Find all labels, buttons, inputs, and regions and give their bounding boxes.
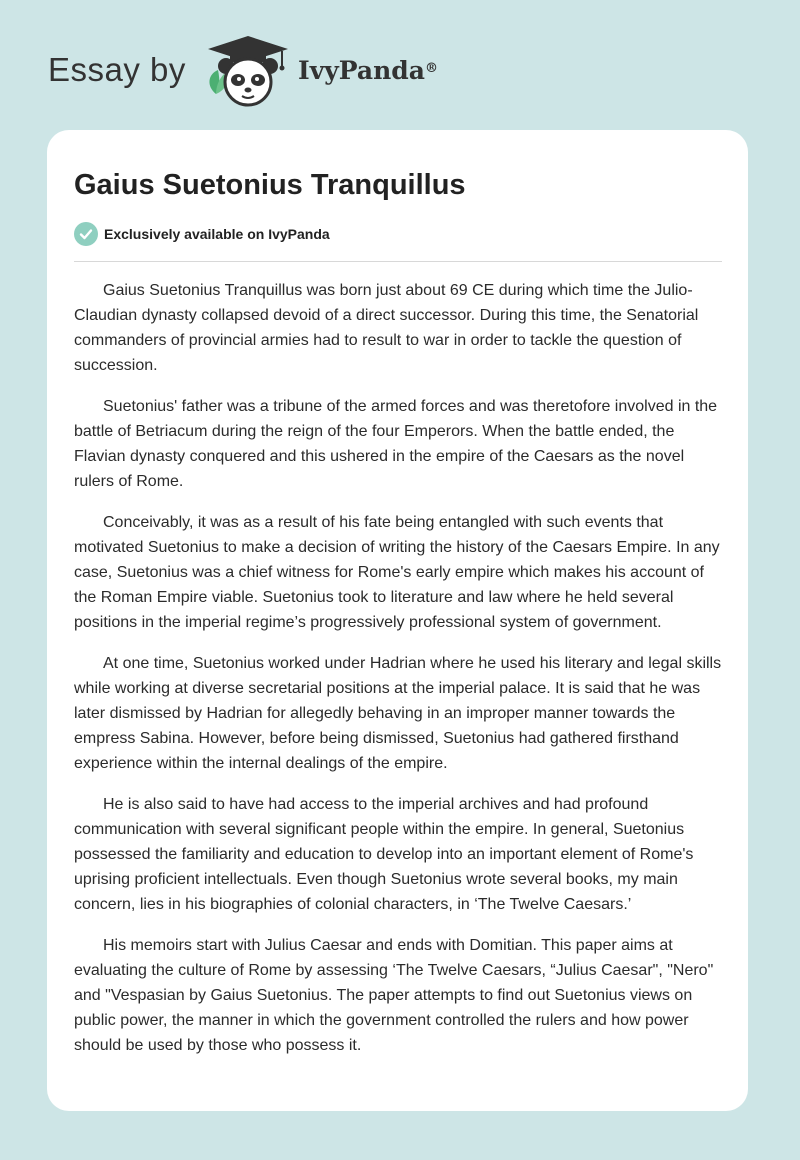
site-header <box>48 34 468 110</box>
paragraph: Gaius Suetonius Tranquillus was born just about 69 CE during which time the Julio-Claudian dynasty collapsed devoid of a direct successor. During this time, the Senatorial commanders of provincial armies had to result to war in order to tackle the question of succession. <box>74 282 699 374</box>
paragraph: Conceivably, it was as a result of his fate being entangled with such events that motivated Suetonius to make a decision of writing the history of the Caesars Empire. In any case, Suetonius was a chief witness for Rome's early empire which makes his account of the Roman Empire viable. Suetonius took to literature and law where he held several positions in the imperial regime’s progressively professional system of government. <box>74 514 720 631</box>
paragraph: His memoirs start with Julius Caesar and ends with Domitian. This paper aims at evaluating the culture of Rome by assessing ‘The Twelve Caesars, “Julius Caesar", "Nero" and "Vespasian by Gaius Suetonius. The paper attempts to find out Suetonius views on public power, the manner in which the government controlled the rulers and how power should be used by those who possess it. <box>74 937 714 1054</box>
page-title: Gaius Suetonius Tranquillus <box>74 169 466 201</box>
brand-prefix: Essay by <box>48 51 186 88</box>
essay-body <box>74 278 724 1074</box>
paragraph: Suetonius' father was a tribune of the armed forces and was theretofore involved in the battle of Betriacum during the reign of the four Emperors. When the battle ended, the Flavian dynasty conquered and this ushered in the empire of the Caesars as the novel rulers of Rome. <box>74 398 718 490</box>
essay-card <box>47 130 748 1111</box>
panda-graduate-logo-icon[interactable] <box>202 34 294 108</box>
paragraph: He is also said to have had access to the imperial archives and had profound communication with several significant people within the empire. In general, Suetonius possessed the familiarity and education to develop into an important element of Rome's uprising proficient intellectuals. Even though Suetonius wrote several books, my main concern, lies in his biographies of colonial characters, in ‘The Twelve Caesars.’ <box>74 796 694 913</box>
registered-mark: ® <box>424 61 438 76</box>
badge-text: Exclusively available on IvyPanda <box>104 226 330 242</box>
brand-name-text: IvyPanda <box>298 56 425 85</box>
paragraph: At one time, Suetonius worked under Hadrian where he used his literary and legal skills while working at diverse secretarial positions at the imperial palace. It is said that he was later dismissed by Hadrian for allegedly behaving in an improper manner towards the empress Sabina. However, before being dismissed, Suetonius had gathered firsthand experience within the internal dealings of the empire. <box>74 655 722 772</box>
brand-name[interactable] <box>298 56 438 86</box>
divider <box>74 261 722 262</box>
check-circle-icon <box>74 222 98 246</box>
exclusive-badge <box>74 222 330 246</box>
